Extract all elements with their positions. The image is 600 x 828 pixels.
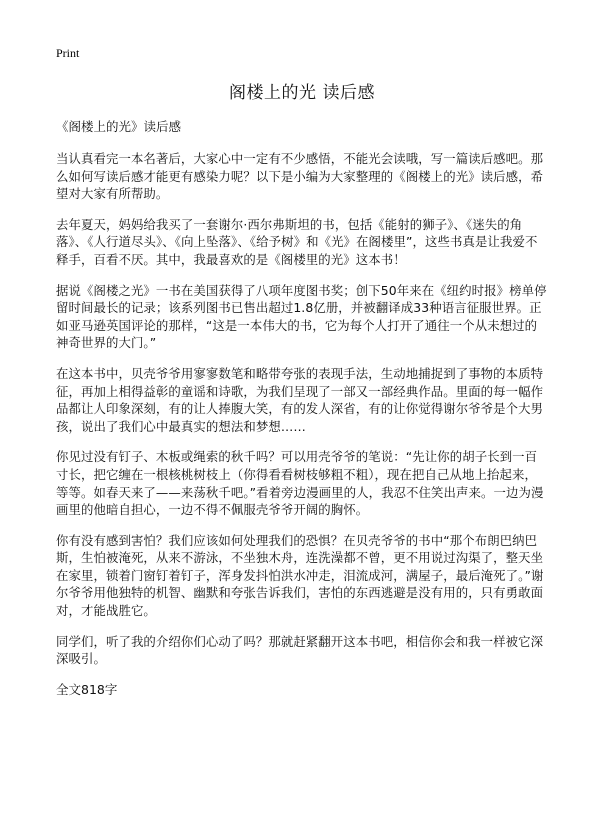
paragraph-fear: 你有没有感到害怕？我们应该如何处理我们的恐惧？在贝壳爷爷的书中“那个布朗巴纳巴斯，生怕被淹死，从来不游泳，不坐独木舟，连洗澡都不曾，更不用说过沟渠了，整天坐在家里，锁着门窗钉着钉子，浑身发抖怕洪水冲走，泪流成河，满屋子，最后淹死了。”谢尔爷爷用他独特的机智、幽默和夸张告诉我们，害怕的东西逃避是没有用的，只有勇敢面对，才能战胜它。 <box>56 532 544 619</box>
paragraph-swing: 你见过没有钉子、木板或绳索的秋千吗？可以用壳爷爷的笔说：“先让你的胡子长到一百寸长，把它缠在一根核桃树枝上（你得看看树枝够粗不粗），现在把自己从地上抬起来，等等。如春天来了——来荡秋千吧。”看着旁边漫画里的人，我忍不住笑出声来。一边为漫画里的他暗自担心，一边不得不佩服壳爷爷开阔的胸怀。 <box>56 449 544 518</box>
page-title: 阁楼上的光 读后感 <box>229 83 375 103</box>
paragraph-intro: 当认真看完一本名著后，大家心中一定有不少感悟，不能光会读哦，写一篇读后感吧。那么如何写读后感才能更有感染力呢？以下是小编为大家整理的《阁楼上的光》读后感，希望对大家有所帮助。 <box>56 151 544 202</box>
word-count: 全文818字 <box>56 681 118 697</box>
paragraph-awards: 据说《阁楼之光》一书在美国获得了八项年度图书奖；创下50年来在《纽约时报》榜单停留时间最长的记录；该系列图书已售出超过1.8亿册，并被翻译成33种语言征服世界。正如亚马逊英国评论的那样，“这是一本伟大的书，它为每个人打开了通往一个从未想过的神奇世界的大门。” <box>56 282 547 351</box>
paragraph-books: 去年夏天，妈妈给我买了一套谢尔·西尔弗斯坦的书，包括《能射的狮子》、《迷失的角落》、《人行道尽头》、《向上坠落》、《给予树》和《光》在阁楼里”，这些书真是让我爱不释手，百看不厌。其中，我最喜欢的是《阁楼里的光》这本书！ <box>56 216 538 267</box>
paragraph-style: 在这本书中，贝壳爷爷用寥寥数笔和略带夸张的表现手法，生动地捕捉到了事物的本质特征，再加上相得益彰的童谣和诗歌，为我们呈现了一部又一部经典作品。里面的每一幅作品都让人印象深刻，有的让人捧腹大笑，有的发人深省，有的让你觉得谢尔爷爷是个大男孩，说出了我们心中最真实的想法和梦想…… <box>56 365 544 434</box>
print-link[interactable]: Print <box>56 46 80 60</box>
paragraph-conclusion: 同学们，听了我的介绍你们心动了吗？那就赶紧翻开这本书吧，相信你会和我一样被它深深吸引。 <box>56 633 544 667</box>
article-subtitle: 《阁楼上的光》读后感 <box>56 119 182 134</box>
